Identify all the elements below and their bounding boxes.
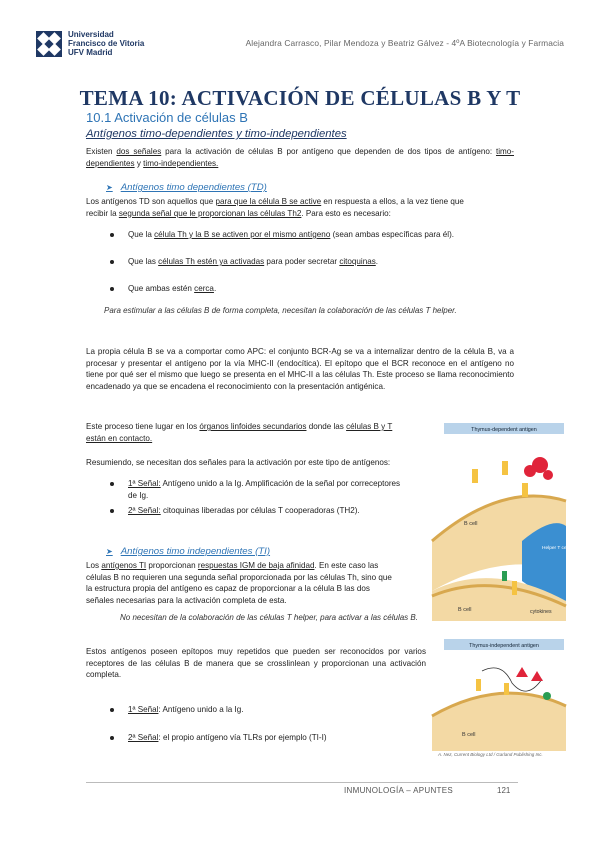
text: Que ambas estén xyxy=(128,284,195,293)
text: timo-dependientes xyxy=(86,147,514,168)
text: órganos linfoides secundarios xyxy=(199,422,307,431)
logo-line: Francisco de Vitoria xyxy=(68,39,145,48)
text: para la activación de células B por antígeno que dependen de dos tipos de antígeno: xyxy=(161,147,496,156)
text: . En este caso las xyxy=(314,561,379,570)
text: Que las xyxy=(128,257,159,266)
antigen-figure xyxy=(442,421,569,751)
text: . xyxy=(213,284,217,293)
bullet-icon xyxy=(110,736,114,740)
b-cell-label-3: B cell xyxy=(462,732,476,738)
text: timo-independientes. xyxy=(143,158,219,168)
text: Los antígenos TD son aquellos que xyxy=(86,197,216,206)
text: . xyxy=(375,257,379,266)
text: células Th estén ya activadas xyxy=(158,257,265,266)
text: para poder secretar xyxy=(264,257,340,266)
bullet-icon xyxy=(110,287,114,291)
ti-signal-2 xyxy=(110,733,327,742)
td-bullet-1 xyxy=(110,230,454,239)
section-heading: 10.1 Activación de células B xyxy=(86,110,248,125)
intro-paragraph xyxy=(86,146,514,169)
text: 1ª Señal xyxy=(128,705,159,714)
header-author: Alejandra Carrasco, Pilar Mendoza y Beatriz Gálvez - 4ºA Biotecnología y Farmacia xyxy=(245,38,564,48)
td-note: Para estimular a las células B de forma completa, necesitan la colaboración de las células T helper. xyxy=(104,306,457,315)
td-bullet-2 xyxy=(110,257,378,266)
bottom-panel-label: Thymus-independent antigen xyxy=(469,643,539,649)
logo-line: Universidad xyxy=(68,30,114,39)
text: 1ª Señal: xyxy=(128,479,161,488)
antigen-diagram xyxy=(442,421,569,751)
td-signal-1 xyxy=(110,478,430,501)
td-signal-2 xyxy=(110,506,360,515)
text: donde las xyxy=(306,422,347,431)
text: : el propio antígeno vía TLRs por ejemplo (TI-I) xyxy=(158,733,327,742)
text: células B y T xyxy=(346,422,393,431)
text: y xyxy=(134,158,144,168)
logo-mark-icon xyxy=(36,31,62,57)
td-paragraph-2: La propia célula B se va a comportar como APC: el conjunto BCR-Ag se va a internalizar dentro de la célula B, va a procesar y presentar el antígeno por la vía MHC-II (endocítica). El epítopo que el BCR reconoce en el antígeno no tiene por qué ser el mismo que luego se presenta en el MHC-II a las células Th. Este proceso se llama reconocimiento encadenado ya que se encadena el reconocimiento con la presentación antigénica. xyxy=(86,347,514,391)
text: (sean ambas específicas para él). xyxy=(330,230,455,239)
text: respuestas IGM de baja afinidad xyxy=(197,561,315,570)
text: citoquinas xyxy=(339,257,376,266)
text: Este proceso tiene lugar en los xyxy=(86,422,200,431)
text: Que la xyxy=(128,230,155,239)
td-paragraph-4: Resumiendo, se necesitan dos señales para la activación por este tipo de antígenos: xyxy=(86,458,391,467)
bullet-icon xyxy=(110,260,114,264)
text: : Antígeno unido a la Ig. xyxy=(158,705,244,714)
text: 2ª Señal xyxy=(128,733,159,742)
text: cerca xyxy=(194,284,214,293)
arrow-icon: ➤ xyxy=(106,183,113,192)
ti-paragraph-1 xyxy=(86,560,426,606)
text: citoquinas liberadas por células T cooperadoras (TH2). xyxy=(160,506,360,515)
td-bullet-3 xyxy=(110,284,216,293)
text: antígenos TI xyxy=(101,561,147,570)
logo-text xyxy=(68,30,144,57)
bullet-icon xyxy=(110,482,114,486)
helper-t-label: Helper T cell xyxy=(542,546,569,551)
text: . Para esto es necesario: xyxy=(301,208,391,218)
footer-divider xyxy=(86,782,518,783)
page-number: 121 xyxy=(497,786,511,795)
td-paragraph-3 xyxy=(86,421,426,444)
top-panel-label: Thymus-dependent antigen xyxy=(471,427,537,433)
td-heading-text: Antígenos timo dependientes (TD) xyxy=(120,182,267,193)
text: señales necesarias para la activación completa de esta. xyxy=(86,595,287,605)
arrow-icon: ➤ xyxy=(106,547,113,556)
ti-signal-1 xyxy=(110,705,244,714)
text: célula Th y la B se activen por el mismo antígeno xyxy=(154,230,331,239)
text: la estructura propia del antígeno es capaz de proporcionar a la célula B las dos xyxy=(86,584,370,593)
text: recibir la xyxy=(86,208,119,218)
text: están en contacto. xyxy=(86,433,153,443)
text: células B no requieren una segunda señal proporcionada por las células Th, sino que xyxy=(86,572,392,582)
subsection-heading: Antígenos timo-dependientes y timo-independientes xyxy=(86,128,347,140)
ti-paragraph-2: Estos antígenos poseen epítopos muy repetidos que pueden ser reconocidos por varios receptores de las células B de manera que se crosslinlean y proporcionan una activación completa. xyxy=(86,647,426,679)
ti-heading xyxy=(106,546,270,557)
text: segunda señal que le proporcionan las células Th2 xyxy=(118,208,302,218)
text: Existen xyxy=(86,147,117,156)
text: proporcionan xyxy=(146,561,198,570)
text: 2ª Señal: xyxy=(128,506,161,515)
td-heading xyxy=(106,182,267,193)
b-cell-label-1: B cell xyxy=(464,521,478,527)
td-paragraph-1 xyxy=(86,196,514,219)
text: Los xyxy=(86,561,102,570)
bullet-icon xyxy=(110,708,114,712)
text: Antígeno unido a la Ig. Amplificación de la señal por correceptores xyxy=(160,479,401,488)
bullet-icon xyxy=(110,509,114,513)
university-logo xyxy=(36,30,144,57)
text: de Ig. xyxy=(128,490,149,500)
cytokines-label: cytokines xyxy=(530,609,552,615)
text: dos señales xyxy=(116,147,162,156)
page-title: TEMA 10: ACTIVACIÓN DE CÉLULAS B Y T xyxy=(79,86,521,110)
b-cell-label-2: B cell xyxy=(458,607,472,613)
footer-text: INMUNOLOGÍA – APUNTES xyxy=(344,786,453,795)
logo-line: UFV Madrid xyxy=(68,48,113,57)
text: para que la célula B se active xyxy=(215,197,322,206)
ti-heading-text: Antígenos timo independientes (TI) xyxy=(120,546,271,557)
text: en respuesta a ellos, a la vez tiene que xyxy=(321,197,464,206)
ti-note: No necesitan de la colaboración de las células T helper, para activar a las células B. xyxy=(120,613,418,622)
bullet-icon xyxy=(110,233,114,237)
figure-caption: A. Nez, Current Biology Ltd / Garland Publishing Inc. xyxy=(438,752,543,757)
